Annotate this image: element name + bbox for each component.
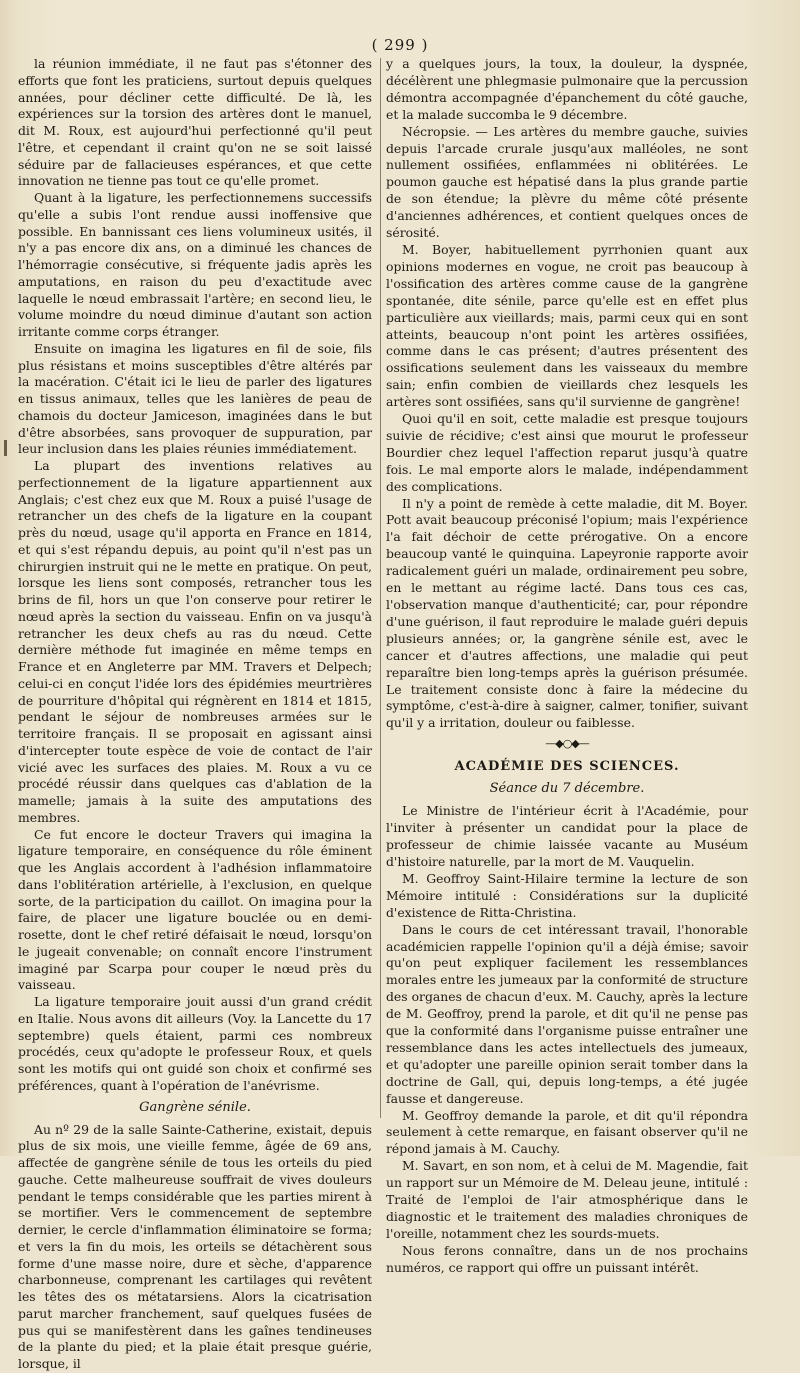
paragraph: Ce fut encore le docteur Travers qui imagina la ligature temporaire, en conséquence du rôle éminent que les Anglais accordent à l'adhésion inflammatoire dans l'oblitération artérielle, à l'exclusion, en quelque sorte, de la participation du caillot. On imagina pour la faire, de placer une ligature bouclée ou en demi-rosette, dont le chef retiré défaisait le nœud, lorsqu'on le jugeait convenable; on connaît encore l'instrument imaginé par Scarpa pour couper le nœud près du vaisseau. xyxy=(18,826,372,993)
ornament-divider: —◆○◆— xyxy=(545,737,589,751)
paragraph: Nous ferons connaître, dans un de nos prochains numéros, ce rapport qui offre un puissant intérêt. xyxy=(386,1242,748,1275)
column-rule xyxy=(380,58,381,1118)
paragraph: Nécropsie. — Les artères du membre gauche, suivies depuis l'arcade crurale jusqu'aux malléoles, ne sont nullement ossifiées, enflammées ni oblitérées. Le poumon gauche est hépatisé dans la plus grande partie de son étendue; la plèvre du même côté présente d'anciennes adhérences, et contient quelques onces de sérosité. xyxy=(386,123,748,241)
paragraph: Quoi qu'il en soit, cette maladie est presque toujours suivie de récidive; c'est ainsi que mourut le professeur Bourdier chez lequel l'affection reparut jusqu'à quatre fois. Le mal emporte alors le malade, indépendamment des complications. xyxy=(386,411,748,494)
right-column xyxy=(386,56,748,1277)
paragraph: Dans le cours de cet intéressant travail, l'honorable académicien rappelle l'opinion qu'il a déjà émise; savoir qu'on peut expliquer facilement les ressemblances morales entre les jumeaux par la conformité de structure des organes de chacun d'eux. M. Cauchy, après la lecture de M. Geoffroy, prend la parole, et dit qu'il ne pense pas que la conformité dans l'organisme puisse entraîner une ressemblance dans les actes intellectuels des jumeaux, et qu'adopter une pareille opinion serait tomber dans la doctrine de Gall, qui, depuis long-temps, a été jugée fausse et dangereuse. xyxy=(386,921,748,1106)
paragraph: M. Geoffroy demande la parole, et dit qu'il répondra seulement à cette remarque, en faisant observer qu'il ne répond jamais à M. Cauchy. xyxy=(386,1107,748,1157)
paragraph: M. Geoffroy Saint-Hilaire termine la lecture de son Mémoire intitulé : Considérations sur la duplicité d'existence de Ritta-Christina. xyxy=(386,870,748,920)
paragraph: La plupart des inventions relatives au perfectionnement de la ligature appartiennent aux Anglais; c'est chez eux que M. Roux a puisé l'usage de retrancher un des chefs de la ligature en la coupant près du nœud, usage qu'il apporta en France en 1814, et qui s'est répandu depuis, au point qu'il n'est pas un chirurgien instruit qui ne le mette en pratique. On peut, lorsque les liens sont composés, retrancher tous les brins de fil, hors un que l'on conserve pour retirer le nœud après la section du vaisseau. Enfin on va jusqu'à retrancher les deux chefs au ras du nœud. Cette dernière méthode fut imaginée en même temps en France et en Angleterre par MM. Travers et Delpech; celui-ci en conçut l'idée lors des épidémies meurtrières de pourriture d'hôpital qui régnèrent en 1814 et 1815, pendant le séjour de nombreuses armées sur le territoire français. Il se proposait en agissant ainsi d'intercepter toute espèce de voie de contact de l'air vicié avec les surfaces des plaies. M. Roux a vu ce procédé réussir dans quelques cas d'ablation de la mamelle; jamais à la suite des amputations des membres. xyxy=(18,458,372,825)
margin-mark xyxy=(4,440,7,456)
paragraph: Il n'y a point de remède à cette maladie, dit M. Boyer. Pott avait beaucoup préconisé l'opium; mais l'expérience l'a fait déchoir de cette prérogative. On a encore beaucoup vanté le quinquina. Lapeyronie rapporte avoir radicalement guéri un malade, ordinairement peu sobre, en le mettant au régime lacté. Dans tous ces cas, l'observation manque d'authenticité; car, pour répondre d'une guérison, il faut reproduire le malade guéri depuis plusieurs années; or, la gangrène sénile est, avec le cancer et d'autres affections, une maladie qui peut reparaître bien long-temps après la guérison présumée. Le traitement consiste donc à faire la médecine du symptôme, c'est-à-dire à saigner, calmer, tonifier, suivant qu'il y a irritation, douleur ou faiblesse. xyxy=(386,495,748,731)
paragraph: Ensuite on imagina les ligatures en fil de soie, fils plus résistans et moins susceptibles d'être altérés par la macération. C'était ici le lieu de parler des ligatures en tissus animaux, telles que les lanières de peau de chamois du docteur Jamiceson, imaginées dans le but d'être absorbées, sans provoquer de suppuration, par leur inclusion dans les plaies réunies immédiatement. xyxy=(18,340,372,457)
section-subheading: Gangrène sénile. xyxy=(139,1099,251,1115)
page-number: ( 299 ) xyxy=(371,36,429,54)
paragraph: M. Savart, en son nom, et à celui de M. Magendie, fait un rapport sur un Mémoire de M. Deleau jeune, intitulé : Traité de l'emploi de l'air atmosphérique dans le diagnostic et le traitement des maladies chroniques de l'oreille, notamment chez les sourds-muets. xyxy=(386,1158,748,1241)
paragraph: la réunion immédiate, il ne faut pas s'étonner des efforts que font les praticiens, surtout depuis quelques années, pour décliner cette difficulté. De là, les expériences sur la torsion des artères dont le manuel, dit M. Roux, est aujourd'hui perfectionné qu'il peut l'être, et cependant il craint qu'on ne se soit laissé séduire par de fallacieuses espérances, et que cette innovation ne tienne pas tout ce qu'elle promet. xyxy=(18,56,372,189)
paragraph: La ligature temporaire jouit aussi d'un grand crédit en Italie. Nous avons dit ailleurs (Voy. la Lancette du 17 septembre) quels étaient, parmi ces nombreux procédés, ceux qu'adopte le professeur Roux, et quels sont les motifs qui ont guidé son choix et confirmé ses préférences, quant à l'opération de l'anévrisme. xyxy=(18,994,372,1093)
left-column xyxy=(18,56,372,1373)
paragraph: M. Boyer, habituellement pyrrhonien quant aux opinions modernes en vogue, ne croit pas beaucoup à l'ossification des artères comme cause de la gangrène spontanée, dite sénile, parce qu'elle est en effet plus particulière aux vieillards; mais, parmi ceux qui en sont atteints, beaucoup n'ont point les artères ossifiées, comme dans le cas présent; d'autres présentent des ossifications seulement dans les vaisseaux du membre sain; enfin combien de vieillards chez lesquels les artères sont ossifiées, sans qu'il survienne de gangrène! xyxy=(386,241,748,410)
paragraph: Au nº 29 de la salle Sainte-Catherine, existait, depuis plus de six mois, une vieille femme, âgée de 69 ans, affectée de gangrène sénile de tous les orteils du pied gauche. Cette malheureuse souffrait de vives douleurs pendant le temps considérable que les parties mirent à se mortifier. Vers le commencement de septembre dernier, le cercle d'inflammation éliminatoire se forma; et vers la fin du mois, les orteils se détachèrent sous forme d'une masse noire, dure et sèche, d'apparence charbonneuse, comprenant les cartilages qui revêtent les têtes des os métatarsiens. Alors la cicatrisation parut marcher franchement, sauf quelques fusées de pus qui se manifestèrent dans les gaînes tendineuses de la plante du pied; et la plaie était presque guérie, lorsque, il xyxy=(18,1121,372,1371)
paragraph: Le Ministre de l'intérieur écrit à l'Académie, pour l'inviter à présenter un candidat pour la place de professeur de chimie laissée vacante au Muséum d'histoire naturelle, par la mort de M. Vauquelin. xyxy=(386,803,748,869)
paragraph: y a quelques jours, la toux, la douleur, la dyspnée, décélèrent une phlegmasie pulmonaire que la percussion démontra accompagnée d'épanchement du côté gauche, et la malade succomba le 9 décembre. xyxy=(386,56,748,122)
paragraph: Quant à la ligature, les perfectionnemens successifs qu'elle a subis l'ont rendue aussi inoffensive que possible. En bannissant ces liens volumineux usités, il n'y a pas encore dix ans, on a diminué les chances de l'hémorragie consécutive, si fréquente jadis après les amputations, en raison du peu d'exactitude avec laquelle le nœud embrassait l'artère; en second lieu, le volume moindre du nœud diminue d'autant son action irritante comme corps étranger. xyxy=(18,190,372,339)
section-subheading: Séance du 7 décembre. xyxy=(489,781,645,797)
section-title: ACADÉMIE DES SCIENCES. xyxy=(454,759,680,775)
